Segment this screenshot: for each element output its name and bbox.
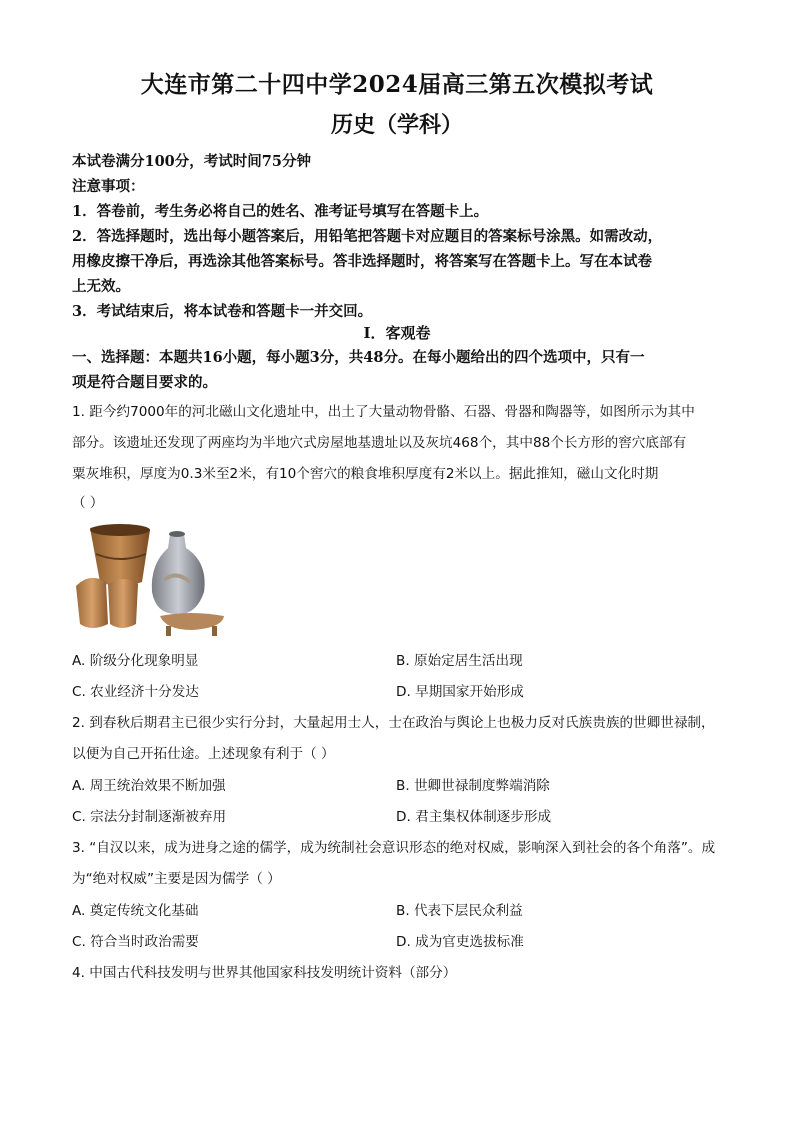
question-3-option-b[interactable]: B. 代表下层民众利益	[396, 903, 523, 919]
question-3-line-2: 为“绝对权威”主要是因为儒学（ ）	[72, 871, 281, 887]
question-1-line-4: （ ）	[72, 495, 104, 511]
pottery-artifacts-image	[72, 520, 228, 638]
notice-item-1: 1．答卷前，考生务必将自己的姓名、准考证号填写在答题卡上。	[72, 203, 489, 220]
exam-subtitle: 历史（学科）	[330, 112, 463, 138]
question-3-line-1: 3. “自汉以来，成为进身之途的儒学，成为统制社会意识形态的绝对权威，影响深入到社会的各个角落”。成	[72, 840, 716, 856]
question-2-option-b[interactable]: B. 世卿世禄制度弊端消除	[396, 778, 550, 794]
question-1-line-1: 1. 距今约7000年的河北磁山文化遗址中，出土了大量动物骨骼、石器、骨器和陶器等，如图所示为其中	[72, 404, 695, 420]
question-1-option-c[interactable]: C. 农业经济十分发达	[72, 684, 199, 700]
exam-intro: 本试卷满分100分，考试时间75分钟	[72, 153, 311, 170]
question-4-line-1: 4. 中国古代科技发明与世界其他国家科技发明统计资料（部分）	[72, 965, 457, 981]
question-2-line-2: 以便为自己开拓仕途。上述现象有利于（ ）	[72, 746, 335, 762]
question-3-option-c[interactable]: C. 符合当时政治需要	[72, 934, 199, 950]
question-2-option-a[interactable]: A. 周王统治效果不断加强	[72, 778, 226, 794]
exam-title: 大连市第二十四中学2024届高三第五次模拟考试	[140, 71, 654, 98]
question-2-option-d[interactable]: D. 君主集权体制逐步形成	[396, 809, 552, 825]
question-1-option-b[interactable]: B. 原始定居生活出现	[396, 653, 523, 669]
question-1-option-d[interactable]: D. 早期国家开始形成	[396, 684, 524, 700]
question-1-line-3: 粟灰堆积，厚度为0.3米至2米，有10个窖穴的粮食堆积厚度有2米以上。据此推知，磁山文化时期	[72, 466, 659, 482]
notice-item-2-line-2: 用橡皮擦干净后，再选涂其他答案标号。答非选择题时，将答案写在答题卡上。写在本试卷	[72, 253, 652, 270]
question-1-option-a[interactable]: A. 阶级分化现象明显	[72, 653, 199, 669]
section-desc-line-2: 项是符合题目要求的。	[72, 374, 217, 391]
notice-heading: 注意事项：	[72, 178, 145, 195]
notice-item-3: 3．考试结束后，将本试卷和答题卡一并交回。	[72, 303, 373, 320]
question-2-option-c[interactable]: C. 宗法分封制逐渐被弃用	[72, 809, 227, 825]
notice-item-2-line-1: 2．答选择题时，选出每小题答案后，用铅笔把答题卡对应题目的答案标号涂黑。如需改动，	[72, 228, 663, 245]
section-desc-line-1: 一、选择题：本题共16小题，每小题3分，共48分。在每小题给出的四个选项中，只有一	[72, 349, 645, 366]
question-1-line-2: 部分。该遗址还发现了两座均为半地穴式房屋地基遗址以及灰坑468个，其中88个长方形的窖穴底部有	[72, 435, 687, 451]
question-3-option-d[interactable]: D. 成为官吏选拔标准	[396, 934, 524, 950]
question-2-line-1: 2. 到春秋后期君主已很少实行分封，大量起用士人，士在政治与舆论上也极力反对氏族贵族的世卿世禄制，	[72, 715, 715, 731]
notice-item-2-line-3: 上无效。	[72, 278, 130, 295]
question-3-option-a[interactable]: A. 奠定传统文化基础	[72, 903, 199, 919]
section-title: Ⅰ．客观卷	[363, 324, 431, 342]
